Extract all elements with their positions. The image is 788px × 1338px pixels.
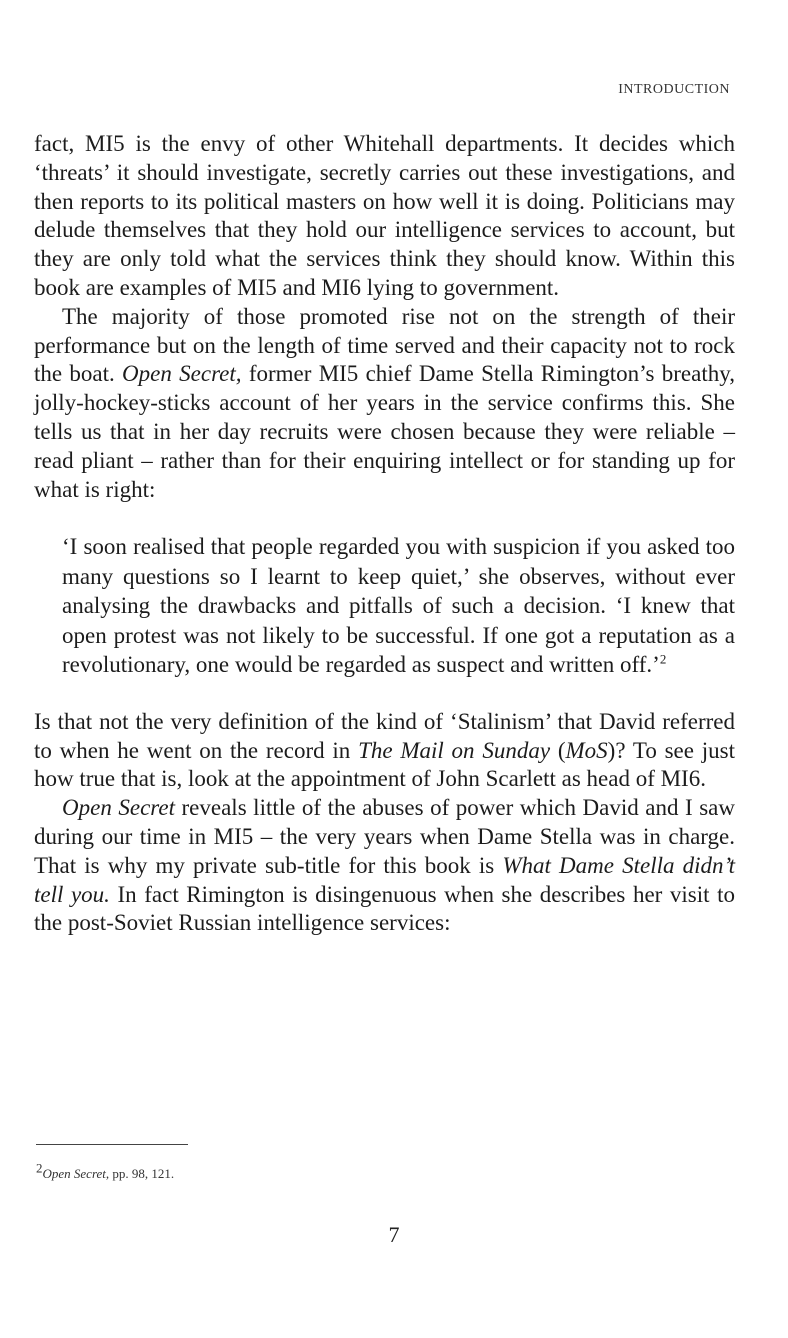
paragraph-2	[34, 303, 735, 505]
body-text	[34, 130, 735, 938]
footnote-pages: pp. 98, 121.	[109, 1166, 175, 1181]
footnote-reference: 2	[659, 651, 667, 667]
paragraph-4-text-a: reveals little of the abuses of power which David and I saw during our time in MI5 – the very years when Dame Stella was in charge. That is why my private sub-title for this book is	[34, 795, 735, 878]
paragraph-3	[34, 708, 735, 794]
paragraph-2-text-b: former MI5 chief Dame Stella Rimington’s breathy, jolly-hockey-sticks account of her years in the service confirms this. She tells us that in her day recruits were chosen because they were reliable – read pliant – rather than for their enquiring intellect or for standing up for what is right:	[34, 361, 736, 502]
quote-text	[62, 532, 735, 680]
paragraph-4-text-b: In fact Rimington is disingenuous when she describes her visit to the post-Soviet Russian intelligence services:	[34, 881, 735, 936]
newspaper-abbreviation: MoS	[565, 737, 608, 763]
paragraph-3-text-a: Is that not the very definition of the kind of ‘Stalinism’ that David referred to when he went on the record in	[34, 708, 735, 763]
footnote	[36, 1160, 175, 1182]
footnote-title: Open Secret,	[42, 1166, 110, 1181]
footnote-marker: 2	[36, 1160, 43, 1176]
running-head: INTRODUCTION	[618, 82, 730, 97]
newspaper-title: The Mail on Sunday	[358, 737, 551, 763]
private-subtitle: What Dame Stella didn’t tell you.	[34, 852, 735, 907]
page-number: 7	[388, 1222, 400, 1247]
paragraph-2-text-a: The majority of those promoted rise not on the strength of their performance but on the length of time served and their capacity not to rock the boat.	[34, 303, 735, 387]
book-title-open-secret: Open Secret,	[122, 361, 242, 387]
quote-body: ‘I soon realised that people regarded you with suspicion if you asked too many questions so I learnt to keep quiet,’ she observes, without ever analysing the drawbacks and pitfalls of such a decision. ‘I knew that open protest was not likely to be successful. If one got a reputation as a revolutionary, one would be regarded as suspect and written off.’	[62, 534, 735, 678]
paragraph-4	[34, 794, 735, 938]
paragraph-1: fact, MI5 is the envy of other Whitehall departments. It decides which ‘threats’ it should investigate, secretly carries out these investigations, and then reports to its political masters on how well it is doing. Politicians may delude themselves that they hold our intelligence services to account, but they are only told what the services think they should know. Within this book are examples of MI5 and MI6 lying to government.	[34, 131, 735, 300]
paragraph-3-paren-open: (	[550, 737, 566, 763]
paragraph-3-text-b: )? To see just how true that is, look at the appointment of John Scarlett as head of MI6.	[34, 737, 735, 792]
block-quote	[62, 532, 735, 680]
book-title-open-secret-2: Open Secret	[62, 795, 175, 821]
footnote-rule	[36, 1144, 188, 1145]
